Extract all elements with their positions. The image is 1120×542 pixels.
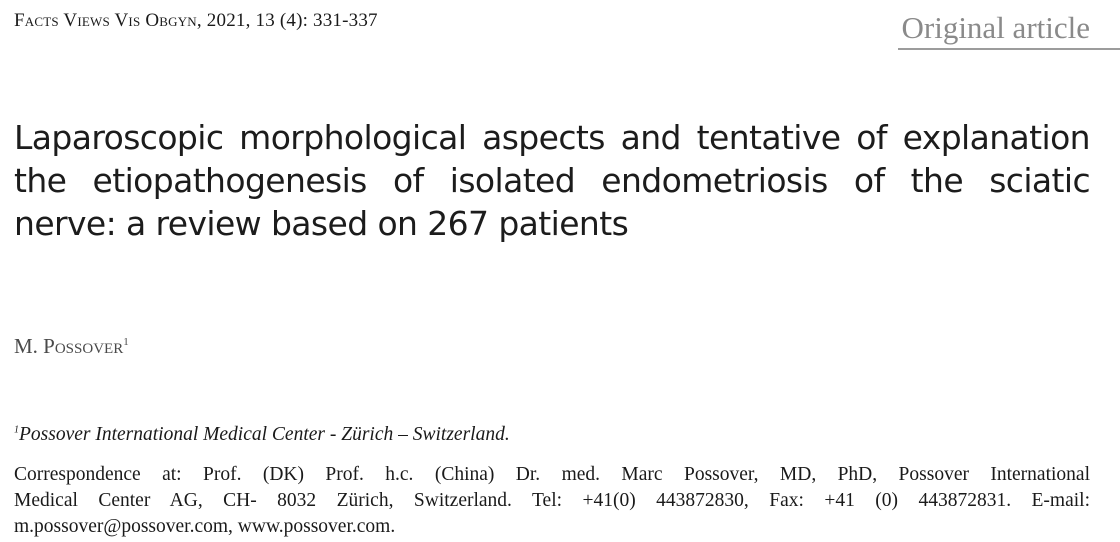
title-line-1: Laparoscopic morphological aspects and tentative of explanation [14, 118, 1090, 157]
correspondence-line-2: Medical Center AG, CH- 8032 Zürich, Switzerland. Tel: +41(0) 443872830, Fax: +41 (0) 443872831. E-mail: [14, 490, 1090, 511]
header-divider [898, 48, 1120, 50]
affiliation [14, 424, 510, 446]
author [14, 334, 129, 359]
affiliation-text: Possover International Medical Center - Zürich – Switzerland. [19, 424, 510, 445]
author-name: M. Possover [14, 334, 124, 358]
article-type-label: Original article [901, 10, 1090, 45]
title-line-3: nerve: a review based on 267 patients [14, 204, 629, 243]
correspondence-line-1: Correspondence at: Prof. (DK) Prof. h.c. (China) Dr. med. Marc Possover, MD, PhD, Possover International [14, 464, 1090, 485]
affiliation-marker: 1 [14, 424, 19, 436]
correspondence [14, 462, 1090, 540]
author-affiliation-marker: 1 [123, 336, 129, 348]
journal-citation: Facts Views Vis Obgyn, 2021, 13 (4): 331-337 [14, 10, 378, 31]
title-line-2: the etiopathogenesis of isolated endometriosis of the sciatic [14, 161, 1090, 200]
article-title [14, 116, 1090, 245]
correspondence-line-3[interactable]: m.possover@possover.com, www.possover.com. [14, 516, 396, 537]
